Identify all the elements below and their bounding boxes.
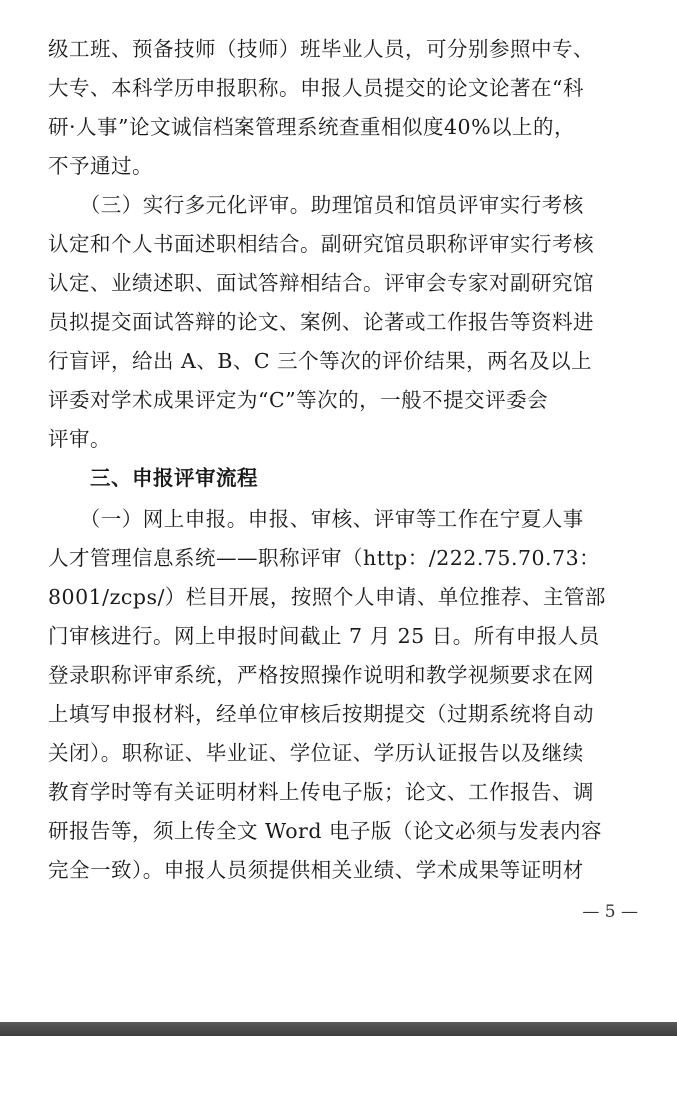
text-line: 8001/zcps/）栏目开展，按照个人申请、单位推荐、主管部	[48, 585, 606, 609]
text-line: 人才管理信息系统——职称评审（http：/222.75.70.73：	[48, 546, 601, 570]
text-line: （三）实行多元化评审。助理馆员和馆员评审实行考核	[48, 193, 584, 217]
text-line: 评审。	[48, 427, 111, 451]
text-line: 完全一致）。申报人员须提供相关业绩、学术成果等证明材	[48, 858, 584, 882]
text-line: 级工班、预备技师（技师）班毕业人员，可分别参照中专、	[48, 37, 594, 61]
text-line: 认定、业绩述职、面试答辩相结合。评审会专家对副研究馆	[48, 271, 594, 295]
blank-area	[0, 1036, 677, 1096]
text-line: 研报告等，须上传全文 Word 电子版（论文必须与发表内容	[48, 819, 602, 843]
page-divider-bar	[0, 1022, 677, 1036]
page-number: — 5 —	[582, 902, 638, 922]
text-line: 评委对学术成果评定为“C”等次的，一般不提交评委会	[48, 388, 549, 412]
text-line: 员拟提交面试答辩的论文、案例、论著或工作报告等资料进	[48, 310, 594, 334]
text-line: 认定和个人书面述职相结合。副研究馆员职称评审实行考核	[48, 232, 594, 256]
text-line: 关闭）。职称证、毕业证、学位证、学历认证报告以及继续	[48, 741, 584, 765]
text-line: 门审核进行。网上申报时间截止 7 月 25 日。所有申报人员	[48, 624, 600, 648]
text-line: 教育学时等有关证明材料上传电子版；论文、工作报告、调	[48, 780, 594, 804]
text-line: 行盲评，给出 A、B、C 三个等次的评价结果，两名及以上	[48, 349, 593, 373]
text-line: 上填写申报材料，经单位审核后按期提交（过期系统将自动	[48, 702, 594, 726]
text-line: （一）网上申报。申报、审核、评审等工作在宁夏人事	[48, 507, 584, 531]
text-line: 登录职称评审系统，严格按照操作说明和教学视频要求在网	[48, 663, 594, 687]
text-line: 研·人事”论文诚信档案管理系统查重相似度40%以上的，	[48, 115, 576, 139]
section-heading: 三、申报评审流程	[48, 466, 258, 490]
text-line: 不予通过。	[48, 154, 153, 178]
text-line: 大专、本科学历申报职称。申报人员提交的论文论著在“科	[48, 76, 584, 100]
